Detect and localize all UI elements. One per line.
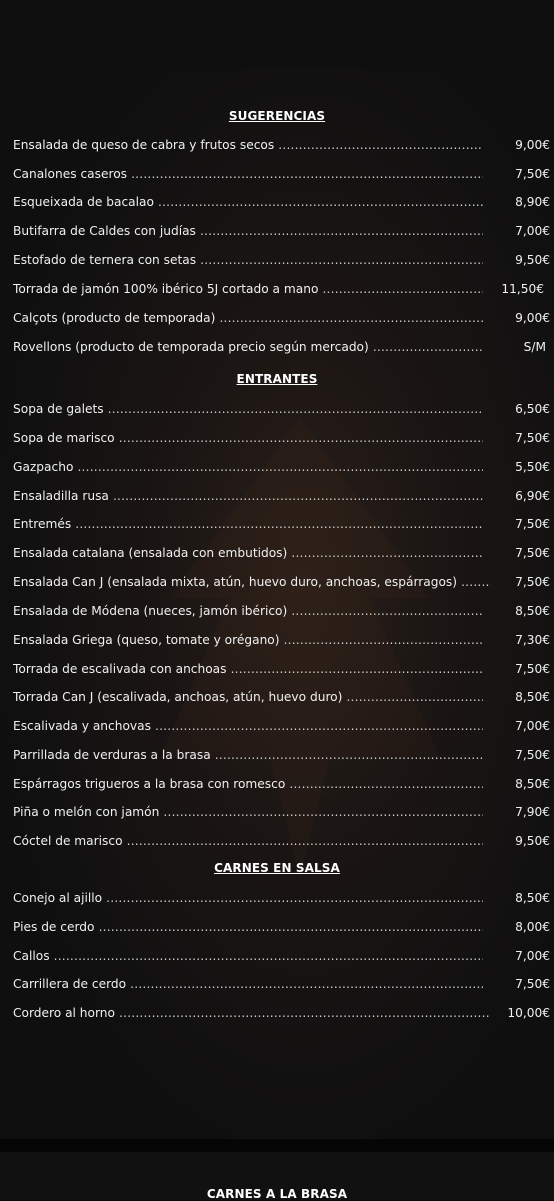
item-name: Piña o melón con jamón ..... xyxy=(13,803,483,821)
menu-item xyxy=(13,309,550,327)
item-price: 7,50€ xyxy=(515,517,550,531)
menu-item xyxy=(13,544,550,562)
item-price: 8,50€ xyxy=(515,891,550,905)
item-name: Ensalada de Módena (nueces, jamón ibérico) ..... xyxy=(13,602,483,620)
item-price: 8,00€ xyxy=(515,920,550,934)
menu-item xyxy=(13,400,550,418)
item-name: Rovellons (producto de temporada precio según mercado) ..... xyxy=(13,338,483,356)
item-price: 8,50€ xyxy=(515,604,550,618)
item-price: 7,50€ xyxy=(515,977,550,991)
item-name: Torrada de escalivada con anchoas ..... xyxy=(13,660,483,678)
menu-item xyxy=(13,1004,550,1022)
menu-item xyxy=(13,775,550,793)
menu-item xyxy=(13,947,550,965)
item-price: 10,00€ xyxy=(507,1006,550,1020)
item-name: Ensaladilla rusa ..... xyxy=(13,487,483,505)
item-name: Calçots (producto de temporada) ..... xyxy=(13,309,483,327)
menu-item xyxy=(13,631,550,649)
menu-item xyxy=(13,975,550,993)
menu-item xyxy=(13,458,550,476)
item-name: Carrillera de cerdo ..... xyxy=(13,975,483,993)
menu-item xyxy=(13,832,550,850)
item-price: 8,50€ xyxy=(515,777,550,791)
item-name: Callos ..... xyxy=(13,947,483,965)
menu-item xyxy=(13,573,550,591)
item-price: 7,50€ xyxy=(515,575,550,589)
item-price: 11,50€ xyxy=(501,282,544,296)
item-price: 7,50€ xyxy=(515,748,550,762)
item-price: 6,50€ xyxy=(515,402,550,416)
item-name: Parrillada de verduras a la brasa ..... xyxy=(13,746,483,764)
item-price: 7,30€ xyxy=(515,633,550,647)
menu-item xyxy=(13,338,550,356)
item-name: Entremés ..... xyxy=(13,515,483,533)
menu-item xyxy=(13,688,550,706)
menu-item xyxy=(13,889,550,907)
page-gap xyxy=(0,1139,554,1152)
menu-item xyxy=(13,251,550,269)
item-name: Pies de cerdo ..... xyxy=(13,918,483,936)
item-name: Escalivada y anchovas ..... xyxy=(13,717,483,735)
item-price: 9,50€ xyxy=(515,253,550,267)
menu-item xyxy=(13,193,550,211)
item-price: 7,50€ xyxy=(515,431,550,445)
item-price: 7,90€ xyxy=(515,805,550,819)
item-price: 7,00€ xyxy=(515,224,550,238)
item-price: 6,90€ xyxy=(515,489,550,503)
menu-item xyxy=(13,918,550,936)
item-price: 7,00€ xyxy=(515,949,550,963)
item-price: 7,50€ xyxy=(515,546,550,560)
item-name: Conejo al ajillo ..... xyxy=(13,889,483,907)
top-band xyxy=(0,0,554,69)
item-price: 8,90€ xyxy=(515,195,550,209)
item-name: Canalones caseros ..... xyxy=(13,165,483,183)
item-price: 8,50€ xyxy=(515,690,550,704)
item-price: 7,50€ xyxy=(515,167,550,181)
item-name: Butifarra de Caldes con judías ..... xyxy=(13,222,483,240)
item-name: Sopa de marisco ..... xyxy=(13,429,483,447)
item-name: Ensalada Griega (queso, tomate y orégano) ..... xyxy=(13,631,483,649)
menu-item xyxy=(13,602,550,620)
section-title-carnes-en-salsa: CARNES EN SALSA xyxy=(214,861,340,875)
section-title-carnes-a-la-brasa: CARNES A LA BRASA xyxy=(206,1187,348,1201)
menu-item xyxy=(13,717,550,735)
item-name: Torrada de jamón 100% ibérico 5J cortado a mano ..... xyxy=(13,280,483,298)
section-title-entrantes: ENTRANTES xyxy=(236,372,318,386)
item-price: 5,50€ xyxy=(515,460,550,474)
item-name: Gazpacho ..... xyxy=(13,458,483,476)
item-price: 9,00€ xyxy=(515,138,550,152)
item-price: 9,00€ xyxy=(515,311,550,325)
item-name: Sopa de galets ..... xyxy=(13,400,483,418)
menu-item xyxy=(13,136,550,154)
item-price: 9,50€ xyxy=(515,834,550,848)
menu-item xyxy=(13,429,550,447)
menu-item xyxy=(13,660,550,678)
menu-item xyxy=(13,746,550,764)
item-price: 7,00€ xyxy=(515,719,550,733)
item-name: Cordero al horno ..... xyxy=(13,1004,489,1022)
item-name: Ensalada Can J (ensalada mixta, atún, huevo duro, anchoas, espárragos) ..... xyxy=(13,573,491,591)
menu-item xyxy=(13,165,550,183)
item-price: S/M xyxy=(523,340,546,354)
item-name: Ensalada catalana (ensalada con embutidos) ..... xyxy=(13,544,483,562)
menu-item xyxy=(13,515,550,533)
menu-item xyxy=(13,222,550,240)
item-price: 7,50€ xyxy=(515,662,550,676)
section-title-sugerencias: SUGERENCIAS xyxy=(228,109,326,123)
menu-item xyxy=(13,487,550,505)
menu-item xyxy=(13,280,550,298)
item-name: Esqueixada de bacalao ..... xyxy=(13,193,483,211)
item-name: Espárragos trigueros a la brasa con romesco ..... xyxy=(13,775,483,793)
item-name: Torrada Can J (escalivada, anchoas, atún, huevo duro) ..... xyxy=(13,688,483,706)
item-name: Ensalada de queso de cabra y frutos secos ..... xyxy=(13,136,483,154)
item-name: Estofado de ternera con setas ..... xyxy=(13,251,483,269)
menu-item xyxy=(13,803,550,821)
item-name: Cóctel de marisco ..... xyxy=(13,832,483,850)
